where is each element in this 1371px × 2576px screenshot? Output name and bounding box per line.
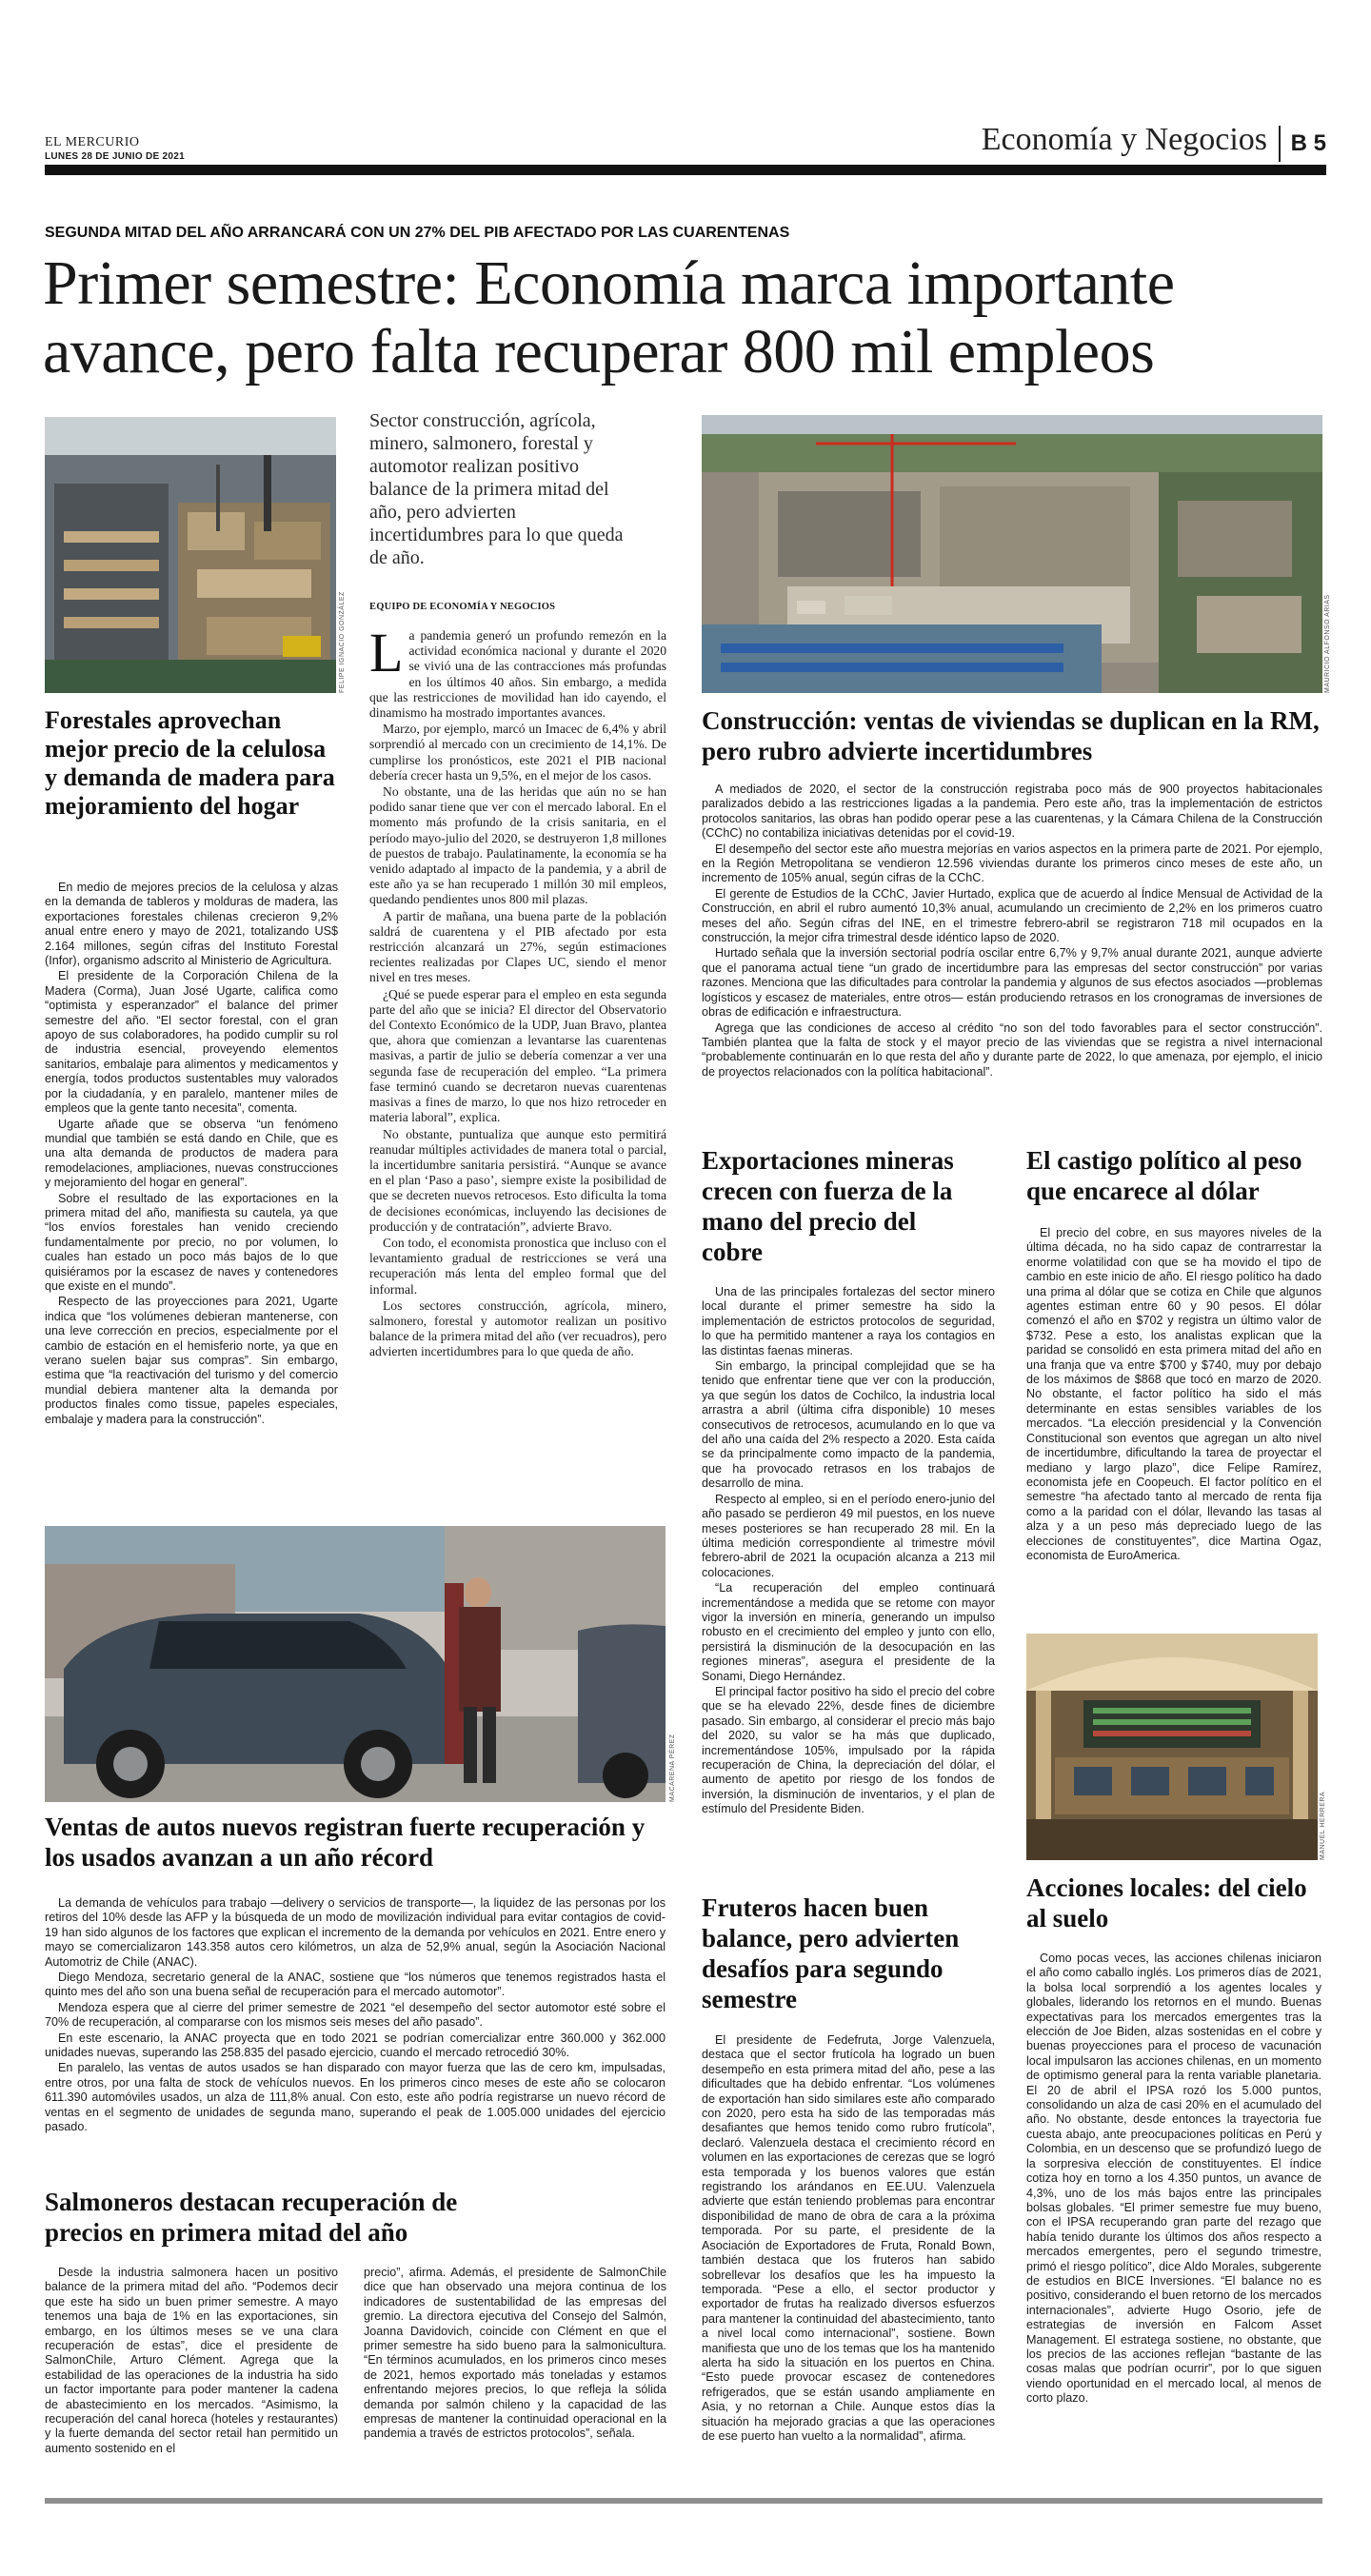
autos-p5: En paralelo, las ventas de autos usados se han disparado con mayor fuerza que las de cero km, impulsadas, entre otros, por una falta de stock de vehículos nuevos. En los primeros cinco meses de este año se colocaron 611.390 automóviles usados, un alza de 111,8% anual. Con esto, este año podría registrarse un nuevo récord de ventas en el segmento de unidades de segunda mano, superando el peak de 1.005.000 unidades del ejercicio pasado.	[45, 2061, 666, 2134]
lead-p8: Los sectores construcción, agrícola, minero, salmonero, forestal y automotor realizan un positivo balance de la primera mitad del año (ver recuadros), pero advierten incertidumbres para lo que queda de año.	[369, 1298, 666, 1359]
salmoneros-col2	[364, 2266, 666, 2443]
forestales-body	[45, 881, 338, 1428]
lead-body	[369, 622, 666, 1361]
construccion-headline: Construcción: ventas de viviendas se duplican en la RM, pero rubro advierte incertidumbres	[702, 706, 1320, 765]
mineras-p5: El principal factor positivo ha sido el precio del cobre que se ha elevado 22%, desde fines de diciembre pasado. Sin embargo, al considerar el precio más bajo del 2020, su valor se ha más que duplicado, incrementándose 105%, impulsado por la rápida recuperación de China, la depreciación del dólar, el aumento de apetito por riesgo de los fondos de inversión, la disminución de inventarios, y el plan de estímulo del Presidente Biden.	[702, 1684, 995, 1816]
issue-date: LUNES 28 DE JUNIO DE 2021	[45, 151, 185, 162]
section-divider	[1279, 126, 1281, 162]
salmoneros-headline: Salmoneros destacan recuperación de precios en primera mitad del año	[45, 2188, 458, 2247]
acciones-p1: Como pocas veces, las acciones chilenas iniciaron el año como caballo inglés. Los primeros días de 2021, la bolsa local sorprendió a los agentes locales y globales, liderando los retornos en el mundo. Buenas expectativas para los mercados emergentes tras la elección de Joe Biden, alzas sostenidas en el cobre y buenas proyecciones para el proceso de vacunación local impulsaron las acciones chilenas, en un momento de optimismo general para la renta variable planetaria. El 20 de abril el IPSA rozó los 5.000 puntos, consolidando un alza de casi 20% en el acumulado del año. No obstante, desde entonces la trayectoria fue cuesta abajo, ante preocupaciones políticas en Perú y Colombia, en un descenso que se profundizó luego de la sorpresiva elección de constituyentes. El índice cotiza hoy en torno a los 4.350 puntos, un avance de 4,3%, uno de los más bajos entre las principales bolsas globales. “El primer semestre fue muy bueno, con el IPSA recuperando gran parte del rezago que había tenido durante los últimos dos años respecto a mercados emergentes, pero el segundo trimestre, primó el riesgo político”, dice Aldo Morales, subgerente de estudios en BICE Inversiones. “El balance no es positivo, considerando el buen retorno de los mercados internacionales”, advierte Hugo Osorio, jefe de estrategias de inversión en Falcom Asset Management. El estratega sostiene, no obstante, que los precios de las acciones reflejan “bastante de las cosas malas que podrían ocurrir”, por lo que siguen viendo oportunidad en el mercado local, al menos de corto plazo.	[1026, 1952, 1321, 2406]
autos-p4: En este escenario, la ANAC proyecta que en todo 2021 se podrían comercializar entre 360.000 y 362.000 unidades nuevas, superando las 258.835 del pasado ejercicio, cuando el mercado retrocedió 30%.	[45, 2031, 666, 2060]
forestales-photo	[45, 417, 336, 693]
autos-photo	[45, 1526, 666, 1802]
lead-p3: No obstante, una de las heridas que aún no se han podido sanar tiene que ver con el mercado laboral. En el momento más profundo de la crisis sanitaria, en el período mayo-julio del 2020, se destruyeron 1,8 millones de puestos de trabajo. Paulatinamente, la economía se ha venido adaptado al impacto de la pandemia, y a abril de este año ya se han recuperado 1 millón 30 mil empleos, quedando pendientes unos 800 mil plazas.	[369, 784, 666, 907]
salmoneros-col1	[45, 2266, 338, 2457]
forestales-p4: Sobre el resultado de las exportaciones en la primera mitad del año, manifiesta su cautela, ya que “los envíos forestales han venido creciendo fundamentalmente por precio, no por volumen, lo cuales han estado un poco más bajos de lo que quisiéramos por la escasez de naves y contenedores que existe en el mundo”.	[45, 1191, 338, 1293]
lead-p1: a pandemia generó un profundo remezón en la actividad económica nacional y durante el 2020 se vivió una de las contracciones más profundas en los últimos 40 años. Sin embargo, a medida que las restricciones de movilidad han ido cayendo, el dinamismo ha mostrado importantes avances.	[369, 628, 666, 721]
page-number: B 5	[1290, 130, 1326, 156]
forestales-headline: Forestales aprovechan mejor precio de la celulosa y demanda de madera para mejoramiento del hogar	[45, 706, 335, 820]
fruteros-p1: El presidente de Fedefruta, Jorge Valenzuela, destaca que el sector frutícola ha logrado un buen desempeño en esta primera mitad del año, pese a las dificultades que ha debido enfrentar. “Los volúmenes de exportación han sido similares este año comparado con 2020, pero esta ha sido de las temporadas más desafiantes que hemos tenido como rubro frutícola”, declaró. Valenzuela destaca el crecimiento récord en volumen en las exportaciones de cerezas que se logró esta temporada y los buenos valores que están registrando los arándanos en EE.UU. Valenzuela advierte que están teniendo problemas para encontrar disponibilidad de mano de obra de cara a la próxima temporada. Por su parte, el presidente de la Asociación de Exportadores de Fruta, Ronald Bown, también destaca que los fruteros han sabido sobrellevar los desafíos que les ha impuesto la temporada. “Pese a ello, el sector productor y exportador de frutas ha realizado diversos esfuerzos para mantener la continuidad del abastecimiento, tanto a nivel local como internacional”, sostiene. Bown manifiesta que uno de los temas que los ha mantenido alerta ha sido la situación en los puertos en China. “Esto puede provocar escasez de contenedores refrigerados, que se están usando ampliamente en Asia, y no retornan a Chile. Aunque estos días la situación ha mejorado gracias a que las operaciones de ese puerto han vuelto a la normalidad”, afirma.	[702, 2033, 995, 2443]
construccion-p4: Hurtado señala que la inversión sectorial podría oscilar entre 6,7% y 9,7% anual durante 2021, aunque advierte que el panorama actual tiene “un grado de incertidumbre para las empresas del sector construcción” por varias razones. Menciona que las dificultades para controlar la pandemia y algunos de sus efectos asociados —problemas logísticos y escasez de materiales, entre otros— están produciendo retrasos en los cronogramas de inversiones de obras de edificación e infraestructura.	[702, 946, 1322, 1020]
lead-p7: Con todo, el economista pronostica que incluso con el levantamiento gradual de restricciones se verá una recuperación más lenta del empleo formal que del informal.	[369, 1235, 666, 1297]
salmoneros-p1: Desde la industria salmonera hacen un positivo balance de la primera mitad del año. “Podemos decir que este ha sido un buen primer semestre. A mayo tenemos una baja de 1% en las exportaciones, sin embargo, en los últimos meses se ve una clara recuperación de estas”, dice el presidente de SalmonChile, Arturo Clément. Agrega que la estabilidad de las operaciones de la industria ha sido un factor importante para poder mantener la cadena de abastecimiento en los mercados. “Asimismo, la recuperación del canal horeca (hoteles y restaurantes) y la fuerte demanda del sector retail han permitido un aumento sostenido en el	[45, 2266, 338, 2455]
construccion-p5: Agrega que las condiciones de acceso al crédito “no son del todo favorables para el sector construcción”. También plantea que la falta de stock y el mayor precio de las viviendas que se registra a nivel internacional “probablemente continuarán en lo que resta del año y durante parte de 2022, lo que amenaza, por ejemplo, el inicio de proyectos relacionados con la política habitacional”.	[702, 1020, 1322, 1079]
fruteros-headline: Fruteros hacen buen balance, pero advierten desafíos para segundo semestre	[702, 1893, 960, 2013]
salmoneros-p2: precio”, afirma. Además, el presidente de SalmonChile dice que han observado una mejora continua de los indicadores de sustentabilidad de las empresas del gremio. La directora ejecutiva del Consejo del Salmón, Joanna Davidovich, coincide con Clément en que el primer semestre ha sido bueno para la salmonicultura. “En términos acumulados, en los primeros cinco meses de 2021, hemos exportado más toneladas y estamos enfrentando mejores precios, lo que refleja la sólida demanda por salmón chileno y la capacidad de las empresas de mantener la continuidad operacional en la pandemia a través de estrictos protocolos”, señala.	[364, 2266, 666, 2441]
acciones-body	[1026, 1952, 1321, 2408]
lead-p6: No obstante, puntualiza que aunque esto permitirá reanudar múltiples actividades de manera total o parcial, la incertidumbre sanitaria persistirá. “Aunque se avance en el plan ‘Paso a paso’, siempre existe la posibilidad de que se decreten nuevos retrocesos. Esto dificulta la toma de decisiones económicas, incluyendo las decisiones de producción y de contratación”, advierte Bravo.	[369, 1126, 666, 1234]
lead-dropcap: L	[369, 622, 404, 684]
forestales-p2: El presidente de la Corporación Chilena de la Madera (Corma), Juan José Ugarte, califica como “optimista y esperanzador” el balance del primer semestre del año. “El sector forestal, con el gran apoyo de sus colaboradores, ha podido cumplir su rol de industria esencial, proveyendo elementos sanitarios, embalaje para alimentos y medicamentos y energía, todos productos sustentables muy valorados por la ciudadanía, y en paralelo, mantener miles de empleos que la gente tanto necesita”, comenta.	[45, 969, 338, 1116]
lead-headline: Primer semestre: Economía marca importante avance, pero falta recuperar 800 mil empleos	[43, 248, 1175, 386]
construccion-photo-credit: MAURICIO ALFONSO ARIAS	[1324, 594, 1331, 693]
construccion-p3: El gerente de Estudios de la CChC, Javier Hurtado, explica que de acuerdo al Índice Mensual de Actividad de la Construcción, en abril el rubro aumentó 10,3% anual, acumulando un crecimiento de 2,2% en los primeros cuatro meses del año. Según cifras del INE, en el trimestre febrero-abril se registraron 718 mil ocupados en la construcción, la mejor cifra trimestral desde idéntico lapso de 2020.	[702, 886, 1322, 945]
lead-p5: ¿Qué se puede esperar para el empleo en esta segunda parte del año que se inicia? El director del Observatorio del Contexto Económico de la UDP, Juan Bravo, plantea que, ahora que comienzan a levantarse las cuarentenas masivas, a partir de julio se debería comenzar a ver una segunda fase de recuperación del empleo. “La primera fase terminó cuando se decretaron nuevas cuarentenas masivas a fines de marzo, lo que nos hizo retroceder en materia laboral”, explica.	[369, 986, 666, 1125]
acciones-photo	[1026, 1634, 1318, 1860]
masthead	[45, 0, 1326, 181]
fruteros-body	[702, 2033, 995, 2445]
autos-p1: La demanda de vehículos para trabajo —delivery o servicios de transporte—, la liquidez de las personas por los retiros del 10% desde las AFP y la búsqueda de un modo de movilización individual para evitar contagios de covid-19 han sido algunos de los factores que explican el incremento de la demanda por vehículos en 2021. Entre enero y mayo se comercializaron 143.358 autos cero kilómetros, un alza de 52,9% anual, según la Asociación Nacional Automotriz de Chile (ANAC).	[45, 1896, 666, 1969]
autos-headline: Ventas de autos nuevos registran fuerte recuperación y los usados avanzan a un año récord	[45, 1813, 646, 1872]
acciones-photo-credit: MANUEL HERRERA	[1320, 1791, 1326, 1860]
autos-photo-credit: MACARENA PÉREZ	[669, 1734, 676, 1802]
construccion-photo	[702, 415, 1322, 693]
construccion-p2: El desempeño del sector este año muestra mejorías en varios aspectos en la primera parte de 2021. Por ejemplo, en la Región Metropolitana se vendieron 12.596 viviendas durante los primeros cinco meses de este año, un incremento de 105% anual, según cifras de la CChC.	[702, 842, 1322, 885]
lead-p1-wrap	[369, 622, 666, 721]
mineras-body	[702, 1285, 995, 1818]
lead-deck: Sector construcción, agrícola, minero, salmonero, forestal y automotor realizan positivo balance de la primera mitad del año, pero advierten incertidumbres para lo que queda de año.	[369, 410, 624, 568]
mineras-p2: Sin embargo, la principal complejidad que se ha tenido que enfrentar tiene que ver con la producción, ya que según los datos de Cochilco, la industria local arrastra a abril (última cifra disponible) 10 meses consecutivos de retrocesos, acumulando en lo que va del año una caída del 2% respecto a 2020. Esta caída se da principalmente como impacto de la pandemia, que ha provocado retrasos en los trabajos de desarrollo de mina.	[702, 1359, 995, 1491]
forestales-p3: Ugarte añade que se observa “un fenómeno mundial que también se está dando en Chile, que es una alta demanda de productos de madera para remodelaciones, ampliaciones, nuevas construcciones y mejoramiento del hogar en general”.	[45, 1117, 338, 1190]
acciones-headline: Acciones locales: del cielo al suelo	[1026, 1873, 1307, 1932]
section-title: Economía y Negocios	[981, 122, 1267, 157]
footer-rule	[45, 2498, 1322, 2504]
forestales-p1: En medio de mejores precios de la celulosa y alzas en la demanda de tableros y molduras de madera, las exportaciones forestales chilenas crecieron 9,2% anual entre enero y mayo de 2021, totalizando US$ 2.164 millones, según cifras del Instituto Forestal (Infor), organismo adscrito al Ministerio de Agricultura.	[45, 881, 338, 968]
lead-kicker: SEGUNDA MITAD DEL AÑO ARRANCARÁ CON UN 27% DEL PIB AFECTADO POR LAS CUARENTENAS	[45, 225, 790, 241]
autos-p2: Diego Mendoza, secretario general de la ANAC, sostiene que “los números que tenemos registrados hasta el quinto mes del año son una buena señal de recuperación para el mercado automotor”.	[45, 1971, 666, 1999]
mineras-p1: Una de las principales fortalezas del sector minero local durante el primer semestre ha sido la implementación de estrictos protocolos de seguridad, lo que ha permitido mantener a raya los contagios en las distintas faenas mineras.	[702, 1285, 995, 1357]
construccion-body	[702, 783, 1322, 1080]
forestales-p5: Respecto de las proyecciones para 2021, Ugarte indica que “los volúmenes debieran mantenerse, con una leve corrección en precios, especialmente por el cambio de estación en el hemisferio norte, ya que en verano suelen bajar sus compras”. Sin embargo, estima que “la reactivación del turismo y del comercio mundial debiera mantener alta la demanda por productos finales como tissue, papeles especiales, embalaje y madera para la construcción”.	[45, 1295, 338, 1426]
lead-p4: A partir de mañana, una buena parte de la población saldrá de cuarentena y el PIB afectado por esta restricción alcanzará un 27%, según estimaciones recientes realizadas por Clapes UC, siendo el menor nivel en tres meses.	[369, 908, 666, 985]
mineras-p4: “La recuperación del empleo continuará incrementándose a medida que se retome con mayor vigor la inversión en minería, generando un impulso robusto en el crecimiento del empleo y junto con ello, persistirá la disminución de la desocupación en las regiones mineras”, asegura el presidente de la Sonami, Diego Hernández.	[702, 1581, 995, 1683]
newspaper-name: EL MERCURIO	[45, 135, 140, 149]
mineras-headline: Exportaciones mineras crecen con fuerza de la mano del precio del cobre	[702, 1146, 954, 1266]
forestales-photo-credit: FELIPE IGNACIO GONZÁLEZ	[339, 591, 346, 693]
lead-byline: EQUIPO DE ECONOMÍA Y NEGOCIOS	[369, 602, 556, 612]
mineras-p3: Respecto al empleo, si en el período enero-junio del año pasado se perdieron 49 mil puestos, en los nueve meses posteriores se han recuperado 28 mil. En la última medición correspondiente al trimestre móvil febrero-abril de 2021 la ocupación alcanza a 213 mil colocaciones.	[702, 1492, 995, 1579]
lead-p2: Marzo, por ejemplo, marcó un Imacec de 6,4% y abril sorprendió al mercado con un crecimiento de 14,1%. De cumplirse los pronósticos, este 2021 el PIB nacional debería crecer hasta un 9,5%, en el mejor de los casos.	[369, 722, 666, 783]
castigo-p1: El precio del cobre, en sus mayores niveles de la última década, no ha sido capaz de contrarrestar la enorme volatilidad con que se ha movido el tipo de cambio en este inicio de año. El riesgo político ha dado una prima al dólar que se cotiza en Chile que algunos agentes estiman entre 60 y 90 pesos. El dólar comenzó el año en $702 y registra un último valor de $732. Pese a esto, los analistas explican que la paridad se consolidó en esta primera mitad del año en una franja que va entre $700 y $740, muy por debajo de los máximos de $868 que tocó en marzo de 2020. No obstante, el factor político ha sido el más determinante en estas sensibles variables de los mercados. “La elección presidencial y la Convención Constitucional son eventos que agregan un alto nivel de incertidumbre, dificultando la tarea de proyectar el mediano y largo plazo”, dice Felipe Ramírez, economista jefe en Coopeuch. El factor político en el semestre “ha afectado tanto al mercado de renta fija como a la paridad con el dólar, llevando las tasas al alza y a un peso más depreciado luego de las elecciones de constituyentes”, dice Martina Ogaz, economista de EuroAmerica.	[1026, 1226, 1321, 1562]
castigo-body	[1026, 1226, 1321, 1564]
masthead-rule	[45, 165, 1326, 175]
autos-p3: Mendoza espera que al cierre del primer semestre de 2021 “el desempeño del sector automotor esté sobre el 70% de recuperación, al compararse con los mismos seis meses del año pasado”.	[45, 2000, 666, 2030]
autos-body	[45, 1896, 666, 2136]
castigo-headline: El castigo político al peso que encarece al dólar	[1026, 1146, 1302, 1205]
construccion-p1: A mediados de 2020, el sector de la construcción registraba poco más de 900 proyectos habitacionales paralizados debido a las restricciones ligadas a la pandemia. Pero este año, tras la implementación de estrictos protocolos sanitarios, las obras han podido operar pese a las cuarentenas, y la Cámara Chilena de la Construcción (CChC) no contabiliza iniciativas detenidas por el covid-19.	[702, 783, 1322, 841]
